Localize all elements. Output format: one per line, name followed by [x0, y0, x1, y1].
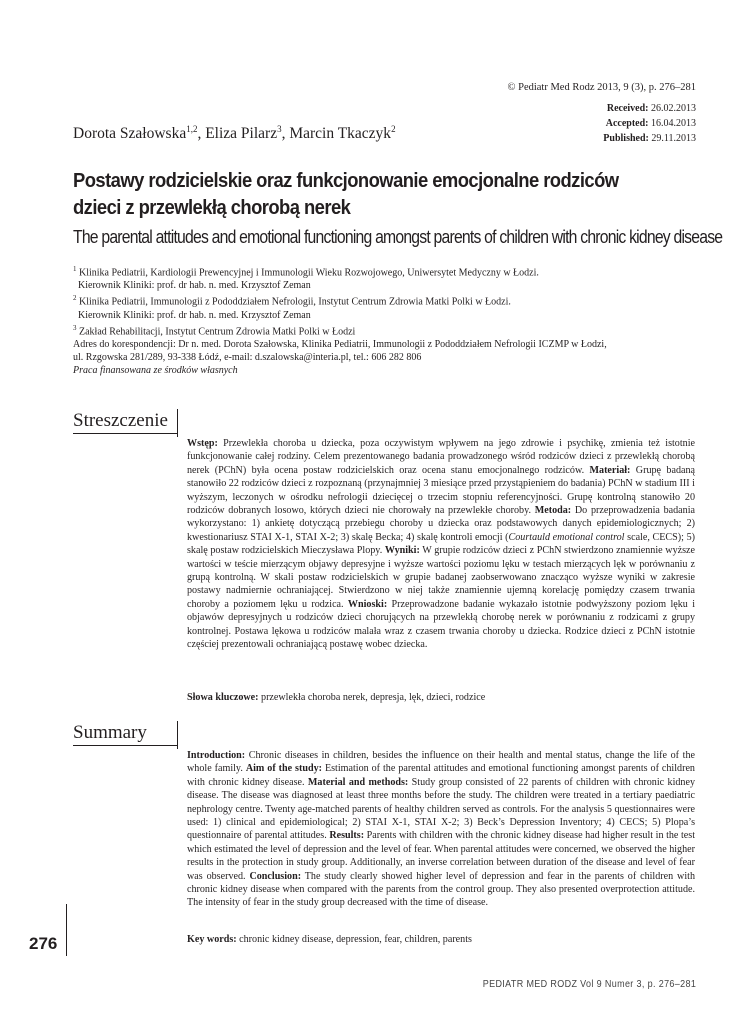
correspondence-contact: ul. Rzgowska 281/289, 93-338 Łódź, e-mail: d.szalowska@interia.pl, tel.: 606 282 806: [73, 351, 422, 363]
streszczenie-heading: Streszczenie: [73, 410, 168, 431]
accepted-date: Accepted: 16.04.2013: [605, 118, 696, 129]
affiliation-1-head: Kierownik Kliniki: prof. dr hab. n. med. Krzysztof Zeman: [78, 280, 311, 292]
journal-footer: PEDIATR MED RODZ Vol 9 Numer 3, p. 276–281: [482, 979, 696, 990]
affiliation-3: $^3$ Zakład Rehabilitacji, Instytut Centrum Zdrowia Matki Polki w Łodzi: [73, 323, 356, 337]
affiliation-2-head: Kierownik Kliniki: prof. dr hab. n. med. Krzysztof Zeman: [78, 309, 311, 321]
funding-note: Praca finansowana ze środków własnych: [73, 364, 238, 376]
summary-vrule: [177, 721, 178, 749]
streszczenie-rule: [73, 433, 177, 434]
correspondence-address: Adres do korespondencji: Dr n. med. Dorota Szałowska, Klinika Pediatrii, Immunologii z Pododdziałem Nefrologii ICZMP w Łodzi,: [73, 338, 607, 350]
affiliations: [73, 263, 713, 377]
author: Marcin Tkaczyk$^2$: [289, 124, 396, 143]
author: Dorota Szałowska$^{1,2}$,: [73, 124, 206, 143]
page-number-rule: [66, 904, 67, 956]
page-number: 276: [29, 934, 58, 953]
streszczenie-vrule: [177, 409, 178, 437]
keywords-english: Key words: chronic kidney disease, depression, fear, children, parents: [187, 934, 472, 945]
journal-citation: © Pediatr Med Rodz 2013, 9 (3), p. 276–281: [507, 82, 696, 93]
keywords-polish: Słowa kluczowe: przewlekła choroba nerek, depresja, lęk, dzieci, rodzice: [187, 692, 486, 703]
abstract-english: Introduction: Chronic diseases in children, besides the influence on their health and mental status, change the life of the whole family. Aim of the study: Estimation of the parental attitudes and emotional functioning amongst parents of children with chronic kidney disease. Material and methods: Study group consisted of 22 parents of children with chronic kidney disease. The disease was diagnosed at least three months before the study. The children were treated in a tertiary paediatric nephrology centre. Twenty age-matched parents of healthy children served as controls. For the analysis 5 questionnaires were used: 1) clinical and epidemiological; 2) STAI X-1, STAI X-2; 3) Beck’s Depression Inventory; 4) CECS; 5) Plopa’s questionnaire of parental attitudes. Results: Parents with children with the chronic kidney disease had higher result in the test which estimated the level of depression and the level of fear. When parental attitudes were concerned, we observed the higher results in the protection in study group. Additionally, an inverse correlation between duration of the disease and level of fear was observed. Conclusion: The study clearly showed higher level of depression and fear in the parents of children with chronic kidney disease when compared with the parents from the control group. They also presented overprotection attitude. The intensity of fear in the study group decreased with the time of disease.: [187, 750, 695, 909]
author: Eliza Pilarz$^3$,: [205, 124, 290, 143]
article-title-polish: Postawy rodzicielskie oraz funkcjonowanie emocjonalne rodziców dzieci z przewlekłą chorobą nerek: [73, 170, 619, 219]
summary-rule: [73, 745, 177, 746]
received-date: Received: 26.02.2013: [606, 103, 696, 114]
published-date: Published: 29.11.2013: [603, 133, 696, 144]
affiliation-2: $^2$ Klinika Pediatrii, Immunologii z Pododdziałem Nefrologii, Instytut Centrum Zdrowia Matki Polki w Łodzi.: [73, 294, 511, 308]
author-list: [73, 124, 396, 143]
article-dates: [603, 101, 696, 146]
affiliation-1: $^1$ Klinika Pediatrii, Kardiologii Prewencyjnej i Immunologii Wieku Rozwojowego, Uniwersytet Medyczny w Łodzi.: [73, 265, 539, 279]
abstract-polish: Wstęp: Przewlekła choroba u dziecka, poza oczywistym wpływem na jego zdrowie i psychikę, zmienia też istotnie funkcjonowanie całej rodziny. Celem prezentowanego badania prowadzonego wśród rodziców dzieci z przewlekłą chorobą nerek (PChN) była ocena postaw rodzicielskich oraz ocena stanu emocjonalnego rodziców. Materiał: Grupę badaną stanowiło 22 rodziców dzieci z rozpoznaną (przynajmniej 3 miesiące przed przystąpieniem do badania) PChN w stadium III i wyższym, leczonych w ośrodku nefrologii dziecięcej o trzecim stopniu referencyjności. Grupę kontrolną stanowiło 20 rodziców dobranych losowo, których dzieci nie chorowały na przewlekłe choroby. Metoda: Do przeprowadzenia badania wykorzystano: 1) ankietę dotyczącą przebiegu choroby u dziecka oraz podstawowych danych epidemiologicznych; 2) kwestionariusz STAI X-1, STAI X-2; 3) skalę Becka; 4) skalę kontroli emocji (Courtauld emotional control scale, CECS); 5) skalę postaw rodzicielskich Mieczysława Plopy. Wyniki: W grupie rodziców dzieci z PChN stwierdzono znamiennie wyższe wartości w teście mierzącym objawy depresyjne i wyższe wartości poziomu lęku w testach mierzących lęk w porównaniu z grupą kontrolną. W skali postaw rodzicielskich w grupie badanej zaobserwowano znacząco wyższe wyniki w zakresie postawy nadmiernie ochraniającej. Stwierdzono w niej także znamiennie ujemną korelację pomiędzy czasem trwania choroby a poziomem lęku u rodzica. Wnioski: Przeprowadzone badanie wykazało istotnie podwyższony poziom lęku i objawów depresyjnych u rodziców dzieci chorujących na przewlekłą chorobę nerek w porównaniu z rodzicami z grupy kontrolnej. Postawa lękowa u rodziców malała wraz z czasem trwania choroby u dziecka. Rodzice dzieci z PChN istotnie częściej prezentowali ochraniającą postawę wobec dziecka.: [187, 438, 696, 651]
summary-heading: Summary: [73, 722, 147, 743]
article-title-english: The parental attitudes and emotional functioning amongst parents of children with chronic kidney disease: [73, 226, 723, 247]
